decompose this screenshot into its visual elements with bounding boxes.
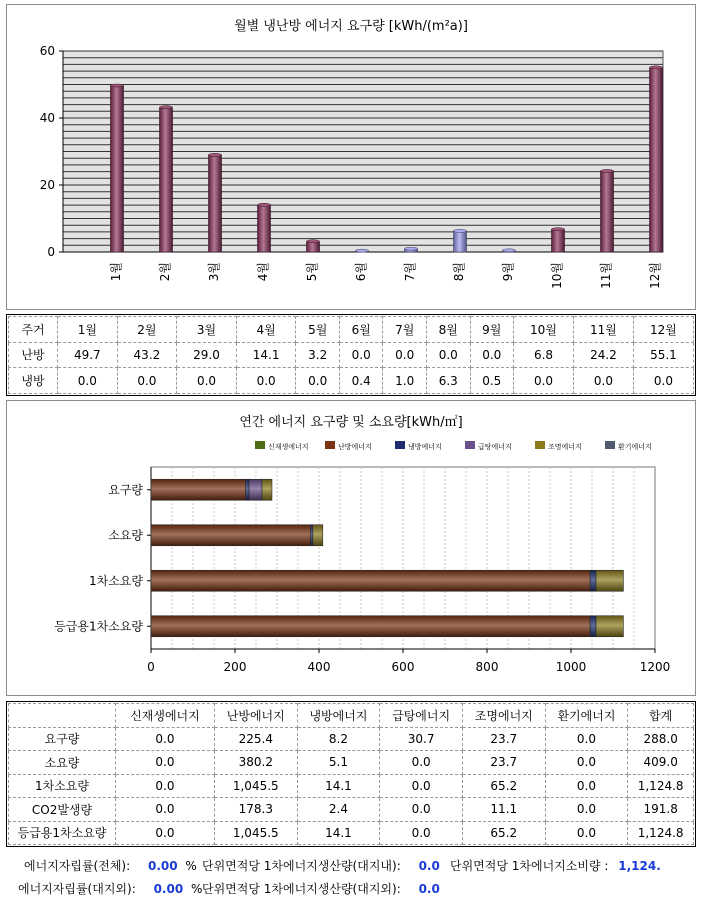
annual-table-cell: 191.8: [628, 798, 694, 822]
monthly-bar-냉방: [454, 231, 467, 252]
annual-table-cell: 225.4: [214, 727, 297, 751]
monthly-table-cell: 0.0: [58, 368, 118, 394]
annual-table-row: [9, 751, 694, 775]
annual-y-tick: 요구량: [108, 482, 143, 497]
annual-table-cell: CO2발생량: [9, 798, 116, 822]
monthly-table-cell: 0.0: [177, 368, 237, 394]
monthly-chart-panel: [6, 4, 696, 310]
monthly-x-tick: 1월: [109, 262, 123, 282]
annual-bar-조명에너지: [313, 525, 323, 546]
monthly-table-cell: 0.0: [633, 368, 693, 394]
annual-x-tick: 200: [223, 660, 247, 674]
annual-table-cell: 65.2: [462, 821, 545, 845]
prod-in-label: 단위면적당 1차에너지생산량(대지내):: [202, 859, 401, 873]
monthly-table-cell: 0.4: [339, 368, 383, 394]
annual-table-cell: 0.0: [380, 751, 463, 775]
monthly-table-cell: 49.7: [58, 342, 118, 368]
monthly-table-cell: 43.2: [117, 342, 177, 368]
annual-table-cell: 0.0: [116, 821, 215, 845]
monthly-bar-난방: [552, 229, 565, 252]
monthly-table-cell: 0.0: [236, 368, 296, 394]
annual-table-cell: 0.0: [116, 774, 215, 798]
annual-table-cell: 178.3: [214, 798, 297, 822]
monthly-table-row: [9, 368, 694, 394]
annual-table-cell: 조명에너지: [462, 704, 545, 728]
annual-y-tick: 1차소요량: [88, 573, 143, 588]
monthly-bar-난방: [258, 205, 271, 252]
annual-table-cell: 23.7: [462, 751, 545, 775]
annual-table-cell: 8.2: [297, 727, 380, 751]
annual-bar-조명에너지: [596, 616, 623, 637]
annual-table-cell: 등급용1차소요량: [9, 821, 116, 845]
annual-table-cell: 0.0: [380, 798, 463, 822]
self-rate-off-unit: %: [191, 882, 203, 896]
monthly-chart: [7, 5, 695, 309]
monthly-table-header: [9, 317, 694, 343]
monthly-table-cell: 7월: [383, 317, 427, 343]
annual-y-tick: 소요량: [108, 528, 143, 543]
monthly-table-cell: 12월: [633, 317, 693, 343]
annual-table-cell: 0.0: [545, 774, 628, 798]
annual-bar-조명에너지: [596, 570, 623, 591]
monthly-x-tick: 6월: [354, 262, 368, 282]
annual-table-row: [9, 727, 694, 751]
monthly-x-tick: 5월: [305, 262, 319, 282]
annual-legend-label: 난방에너지: [338, 443, 372, 451]
monthly-table-cell: 6월: [339, 317, 383, 343]
self-rate-off-value: 0.00: [153, 882, 184, 896]
monthly-x-tick: 2월: [158, 262, 172, 282]
annual-legend-swatch: [535, 441, 545, 449]
prod-out-value: 0.0: [418, 882, 440, 896]
monthly-y-tick: 0: [47, 245, 55, 259]
annual-table-cell: 요구량: [9, 727, 116, 751]
monthly-y-tick: 60: [39, 44, 55, 58]
annual-chart: [7, 401, 695, 695]
monthly-y-tick: 20: [39, 178, 55, 192]
annual-bar-난방에너지: [151, 479, 246, 500]
annual-bar-급탕에너지: [249, 479, 262, 500]
annual-table-cell: 14.1: [297, 821, 380, 845]
annual-table-cell: [9, 704, 116, 728]
annual-table-frame: [6, 701, 696, 847]
prod-out: [202, 880, 440, 897]
annual-table-cell: 288.0: [628, 727, 694, 751]
annual-x-tick: 1000: [555, 660, 587, 674]
annual-table-cell: 0.0: [380, 774, 463, 798]
annual-bar-난방에너지: [151, 570, 590, 591]
annual-table-cell: 1,045.5: [214, 774, 297, 798]
prod-in-value: 0.0: [418, 859, 440, 873]
self-rate-total-label: 에너지자립률(전체):: [24, 859, 131, 873]
annual-table-cell: 1,124.8: [628, 821, 694, 845]
monthly-bar-난방: [650, 67, 663, 252]
annual-x-tick: 800: [475, 660, 499, 674]
annual-legend-swatch: [605, 441, 615, 449]
annual-table-cell: 난방에너지: [214, 704, 297, 728]
monthly-table-cell: 29.0: [177, 342, 237, 368]
annual-table-cell: 65.2: [462, 774, 545, 798]
annual-bar-조명에너지: [262, 479, 272, 500]
annual-table-row: [9, 798, 694, 822]
annual-bar-냉방에너지: [311, 525, 313, 546]
monthly-table-cell: 0.0: [514, 368, 574, 394]
monthly-table-cell: 1.0: [383, 368, 427, 394]
monthly-table-cell: 0.0: [573, 368, 633, 394]
monthly-x-tick: 8월: [452, 262, 466, 282]
monthly-table-cell: 5월: [296, 317, 340, 343]
annual-bar-냉방에너지: [590, 570, 596, 591]
monthly-table-cell: 난방: [9, 342, 58, 368]
monthly-chart-title: 월별 냉난방 에너지 요구량 [kWh/(m²a)]: [234, 19, 468, 34]
monthly-table-cell: 3월: [177, 317, 237, 343]
annual-table-header: [9, 704, 694, 728]
consumption: [450, 857, 661, 874]
monthly-x-tick: 10월: [550, 262, 564, 289]
annual-legend-label: 냉방에너지: [408, 443, 442, 451]
annual-table-cell: 0.0: [380, 821, 463, 845]
annual-table-row: [9, 821, 694, 845]
annual-legend-label: 신재생에너지: [268, 443, 309, 451]
annual-legend-label: 환기에너지: [618, 443, 652, 451]
monthly-table-cell: 11월: [573, 317, 633, 343]
monthly-table-cell: 0.5: [470, 368, 514, 394]
annual-table-cell: 급탕에너지: [380, 704, 463, 728]
annual-legend-swatch: [395, 441, 405, 449]
annual-x-tick: 400: [307, 660, 331, 674]
annual-table-cell: 30.7: [380, 727, 463, 751]
monthly-bar-난방: [111, 86, 124, 252]
monthly-table-cell: 주거: [9, 317, 58, 343]
annual-bar-냉방에너지: [590, 616, 596, 637]
monthly-table-cell: 0.0: [117, 368, 177, 394]
annual-chart-panel: [6, 400, 696, 696]
annual-table-cell: 합계: [628, 704, 694, 728]
monthly-table-cell: 24.2: [573, 342, 633, 368]
annual-table-cell: 5.1: [297, 751, 380, 775]
annual-table-row: [9, 774, 694, 798]
monthly-table-cell: 0.0: [296, 368, 340, 394]
annual-table-cell: 냉방에너지: [297, 704, 380, 728]
monthly-table-cell: 9월: [470, 317, 514, 343]
monthly-bar-난방: [601, 171, 614, 252]
annual-table-cell: 1,045.5: [214, 821, 297, 845]
annual-legend-swatch: [465, 441, 475, 449]
monthly-table-cell: 8월: [426, 317, 470, 343]
annual-table-cell: 1,124.8: [628, 774, 694, 798]
annual-table-cell: 14.1: [297, 774, 380, 798]
monthly-table-cell: 6.8: [514, 342, 574, 368]
annual-table-cell: 23.7: [462, 727, 545, 751]
annual-table-cell: 0.0: [116, 751, 215, 775]
monthly-x-tick: 3월: [207, 262, 221, 282]
annual-table-cell: 1차소요량: [9, 774, 116, 798]
monthly-table-cell: 3.2: [296, 342, 340, 368]
annual-table-cell: 환기에너지: [545, 704, 628, 728]
self-rate-total-value: 0.00: [147, 859, 178, 873]
monthly-x-tick: 4월: [256, 262, 270, 282]
annual-table-cell: 380.2: [214, 751, 297, 775]
monthly-table-cell: 10월: [514, 317, 574, 343]
monthly-table-cell: 14.1: [236, 342, 296, 368]
annual-table: [8, 703, 694, 845]
self-rate-total-unit: %: [185, 859, 197, 873]
annual-legend-label: 조명에너지: [548, 443, 582, 451]
annual-chart-title: 연간 에너지 요구량 및 소요량[kWh/㎡]: [239, 415, 463, 430]
annual-table-cell: 0.0: [116, 727, 215, 751]
prod-in: [202, 857, 440, 874]
annual-x-tick: 1200: [639, 660, 671, 674]
annual-table-cell: 0.0: [545, 751, 628, 775]
annual-table-cell: 11.1: [462, 798, 545, 822]
monthly-x-tick: 12월: [648, 262, 662, 289]
annual-table-cell: 409.0: [628, 751, 694, 775]
monthly-table-cell: 0.0: [339, 342, 383, 368]
monthly-table-cell: 4월: [236, 317, 296, 343]
annual-table-cell: 신재생에너지: [116, 704, 215, 728]
monthly-x-tick: 11월: [599, 262, 613, 289]
annual-table-cell: 0.0: [545, 727, 628, 751]
annual-table-cell: 소요량: [9, 751, 116, 775]
monthly-table-cell: 냉방: [9, 368, 58, 394]
monthly-bar-난방: [209, 155, 222, 252]
annual-legend-swatch: [255, 441, 265, 449]
monthly-x-tick: 7월: [403, 262, 417, 282]
annual-y-tick: 등급용1차소요량: [54, 619, 143, 634]
annual-table-cell: 0.0: [545, 821, 628, 845]
consumption-label: 단위면적당 1차에너지소비량 :: [450, 859, 609, 873]
monthly-table-frame: [6, 314, 696, 396]
monthly-table-cell: 55.1: [633, 342, 693, 368]
monthly-table-cell: 0.0: [426, 342, 470, 368]
consumption-value: 1,124.: [618, 859, 661, 873]
annual-legend-swatch: [325, 441, 335, 449]
annual-table-cell: 0.0: [545, 798, 628, 822]
monthly-y-tick: 40: [39, 111, 55, 125]
monthly-table-cell: 1월: [58, 317, 118, 343]
monthly-table-cell: 6.3: [426, 368, 470, 394]
monthly-table-cell: 0.0: [383, 342, 427, 368]
annual-table-cell: 2.4: [297, 798, 380, 822]
monthly-table-row: [9, 342, 694, 368]
annual-bar-난방에너지: [151, 616, 590, 637]
prod-out-label: 단위면적당 1차에너지생산량(대지외):: [202, 882, 401, 896]
annual-x-tick: 0: [147, 660, 155, 674]
self-rate-total: [24, 857, 197, 874]
monthly-table-cell: 0.0: [470, 342, 514, 368]
monthly-table-cell: 2월: [117, 317, 177, 343]
self-rate-off-label: 에너지자립률(대지외):: [18, 882, 136, 896]
self-rate-off: [18, 880, 202, 897]
annual-bar-냉방에너지: [246, 479, 249, 500]
monthly-x-tick: 9월: [501, 262, 515, 282]
annual-bar-난방에너지: [151, 525, 311, 546]
annual-x-tick: 600: [391, 660, 415, 674]
monthly-bar-난방: [160, 107, 173, 252]
annual-legend-label: 급탕에너지: [478, 443, 512, 451]
annual-table-cell: 0.0: [116, 798, 215, 822]
monthly-table: [8, 316, 694, 394]
